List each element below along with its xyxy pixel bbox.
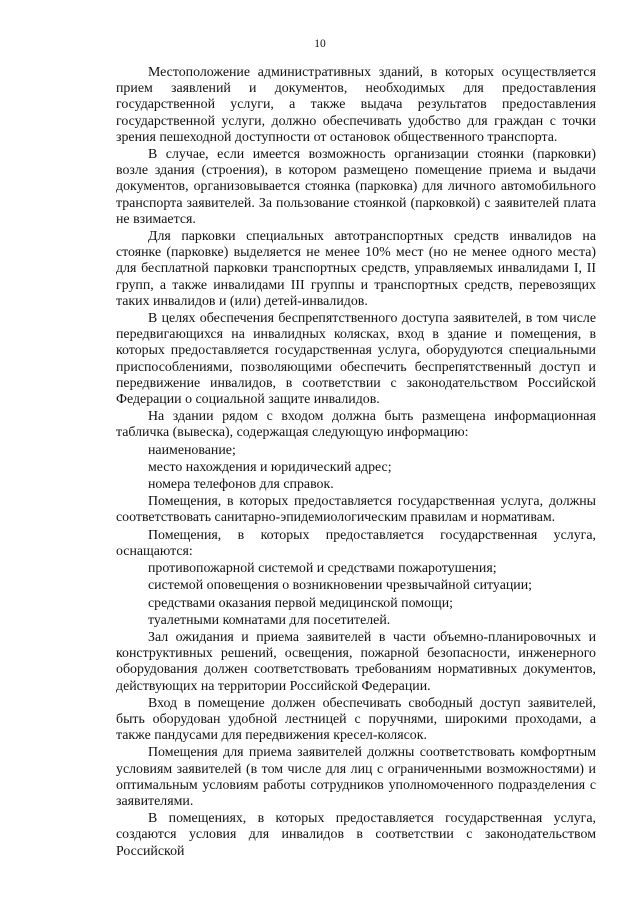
paragraph: Помещения, в которых предоставляется государственная услуга, оснащаются: xyxy=(116,527,596,559)
list-item: средствами оказания первой медицинской помощи; xyxy=(148,595,453,611)
paragraph: Для парковки специальных автотранспортных средств инвалидов на стоянке (парковке) выделяется не менее 10% мест (но не менее одного места) для бесплатной парковки транспортных средств, управляемых инвалидами I, II групп, а также инвалидами III группы и транспортных средств, перевозящих таких инвалидов и (или) детей-инвалидов. xyxy=(116,229,596,309)
paragraph: Зал ожидания и приема заявителей в части объемно-планировочных и конструктивных решений, освещения, пожарной безопасности, инженерного оборудования должен соответствовать требованиям нормативных документов, действующих на территории Российской Федерации. xyxy=(116,629,596,694)
paragraph: Помещения для приема заявителей должны соответствовать комфортным условиям заявителей (в том числе для лиц с ограниченными возможностями) и оптимальным условиям работы сотрудников уполномоченного подразделения с заявителями. xyxy=(116,745,596,809)
paragraph: Местоположение административных зданий, в которых осуществляется прием заявлений и документов, необходимых для предоставления государственной услуги, а также выдача результатов предоставления государственной услуги, должно обеспечивать удобство для граждан с точки зрения пешеходной доступности от остановок общественного транспорта. xyxy=(116,65,596,145)
paragraph: В целях обеспечения беспрепятственного доступа заявителей, в том числе передвигающихся на инвалидных колясках, вход в здание и помещения, в которых предоставляется государственная услуга, оборудуются специальными приспособлениями, позволяющими обеспечить беспрепятственный доступ и передвижение инвалидов, в соответствии с законодательством Российской Федерации о социальной защите инвалидов. xyxy=(116,311,596,408)
page-number: 10 xyxy=(314,38,326,50)
list-item: номера телефонов для справок. xyxy=(148,477,334,493)
document-body xyxy=(116,64,596,860)
list-item: туалетными комнатами для посетителей. xyxy=(148,612,391,628)
paragraph: В случае, если имеется возможность организации стоянки (парковки) возле здания (строения), в котором размещено помещение приема и выдачи документов, организовывается стоянка (парковка) для личного автомобильного транспорта заявителей. За пользование стоянкой (парковкой) с заявителей плата не взимается. xyxy=(116,147,596,227)
list-item: наименование; xyxy=(148,442,236,458)
list-item: системой оповещения о возникновении чрезвычайной ситуации; xyxy=(148,578,533,594)
paragraph: На здании рядом с входом должна быть размещена информационная табличка (вывеска), содержащая следующую информацию: xyxy=(116,409,596,441)
paragraph: В помещениях, в которых предоставляется государственная услуга, создаются условия для инвалидов в соответствии с законодательством Российской xyxy=(116,811,596,859)
list-item: противопожарной системой и средствами пожаротушения; xyxy=(148,561,497,577)
paragraph: Вход в помещение должен обеспечивать свободный доступ заявителей, быть оборудован удобной лестницей с поручнями, широкими проходами, а также пандусами для передвижения кресел-колясок. xyxy=(116,695,596,744)
list-item: место нахождения и юридический адрес; xyxy=(148,459,392,475)
paragraph: Помещения, в которых предоставляется государственная услуга, должны соответствовать санитарно-эпидемиологическим правилам и нормативам. xyxy=(116,494,596,526)
